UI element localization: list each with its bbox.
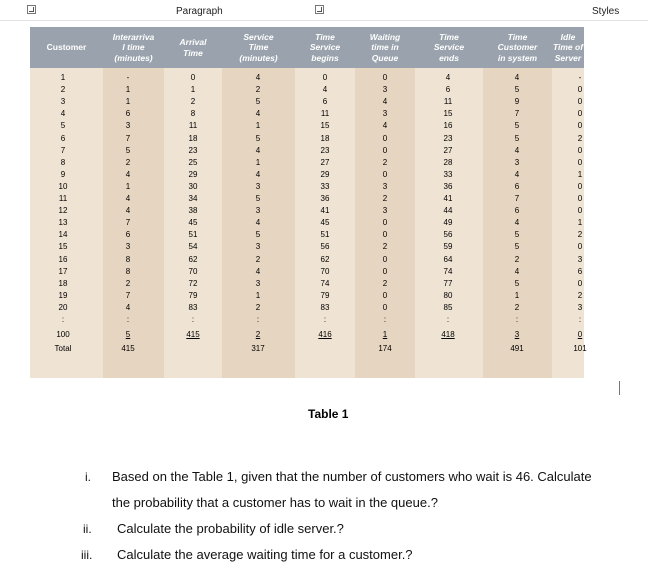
header-text-line: Customer <box>46 42 87 53</box>
table-cell: : <box>383 315 387 324</box>
table-cell: 79 <box>188 290 198 300</box>
table-cell: 11 <box>58 194 68 203</box>
table-cell: 4 <box>514 73 520 82</box>
table-cell: 3 <box>255 242 261 252</box>
table-cell: 36 <box>320 194 330 203</box>
table-cell: 4 <box>255 169 261 179</box>
table-cell: 4 <box>60 109 66 119</box>
table-cell: 6 <box>322 97 328 107</box>
header-text-line: Service <box>309 42 341 53</box>
question-text: Calculate the average waiting time for a customer.? <box>117 547 413 562</box>
table-cell: 0 <box>577 145 583 155</box>
total-cell: 415 <box>121 344 135 354</box>
table-cell: : <box>446 315 450 324</box>
table-cell: 16 <box>443 121 453 131</box>
table-cell: 4 <box>255 145 261 155</box>
table-cell: 0 <box>577 242 583 252</box>
table-cell: 49 <box>443 218 453 228</box>
table-cell: 3 <box>255 206 261 216</box>
table-cell: 2 <box>514 302 520 312</box>
table-cell: 13 <box>58 218 68 228</box>
table-cell: 2 <box>577 290 583 300</box>
table-cell: 17 <box>58 266 68 276</box>
header-text-line: Waiting <box>369 31 401 42</box>
table-cell: 8 <box>190 109 196 119</box>
table-cell: 5 <box>514 121 520 131</box>
table-cell: 5 <box>514 85 520 95</box>
table-cell: 4 <box>382 121 388 131</box>
table-cell: 2 <box>255 254 261 264</box>
header-text-line: Interarriva <box>112 31 155 42</box>
table-cell: 2 <box>382 242 388 252</box>
table-cell: 0 <box>577 85 583 95</box>
header-text-line: Idle <box>560 31 576 42</box>
table-cell: 0 <box>382 290 388 300</box>
table-cell: 0 <box>577 109 583 119</box>
table-cell: 9 <box>60 169 66 179</box>
table-cell: 0 <box>577 206 583 216</box>
table-cell: 2 <box>255 85 261 95</box>
table-cell: 79 <box>320 290 330 300</box>
header-text-line: Time <box>439 31 459 42</box>
header-text-line: Time of <box>552 42 584 53</box>
table-cell: 18 <box>188 133 198 143</box>
table-cell: 4 <box>125 302 131 312</box>
table-cell: 44 <box>443 206 453 216</box>
table-cell: 4 <box>514 218 520 228</box>
ribbon-strip <box>0 0 648 21</box>
table-cell: 418 <box>441 330 455 340</box>
table-cell: 10 <box>58 181 68 191</box>
table-cell: 83 <box>320 302 330 312</box>
table-cell: 20 <box>58 302 68 312</box>
table-cell: 2 <box>255 330 261 340</box>
table-cell: 70 <box>320 266 330 276</box>
table-cell: 3 <box>514 157 520 167</box>
table-cell: 27 <box>443 145 453 155</box>
table-cell: 2 <box>577 133 583 143</box>
table-header <box>30 27 584 68</box>
header-text-line: Service <box>433 42 465 53</box>
table-cell: 7 <box>514 194 520 203</box>
table-cell: 4 <box>255 73 261 82</box>
table-cell: 25 <box>188 157 198 167</box>
paragraph-dialog-launcher-icon[interactable] <box>315 5 324 14</box>
table-cell: 4 <box>125 206 131 216</box>
header-text-line: Service <box>243 31 274 42</box>
table-cell: 56 <box>443 230 453 240</box>
table-cell: 6 <box>125 230 131 240</box>
table-cell: 2 <box>125 157 131 167</box>
table-cell: 23 <box>188 145 198 155</box>
table-cell: 38 <box>188 206 198 216</box>
table-cell: 8 <box>125 266 131 276</box>
table-cell: 2 <box>577 230 583 240</box>
table-cell: 0 <box>382 266 388 276</box>
table-cell: 27 <box>320 157 330 167</box>
table-cell: : <box>126 315 130 324</box>
table-cell: - <box>578 73 582 82</box>
question-text: Calculate the probability of idle server.? <box>117 521 344 536</box>
table-cell: 0 <box>382 302 388 312</box>
table-cell: : <box>61 315 65 324</box>
header-arrival <box>164 27 222 68</box>
table-cell: 23 <box>320 145 330 155</box>
table-cell: 6 <box>514 181 520 191</box>
table-cell: 0 <box>577 157 583 167</box>
table-cell: 5 <box>255 230 261 240</box>
header-text-line: l time <box>122 42 145 53</box>
table-cell: 5 <box>255 133 261 143</box>
table-cell: 0 <box>382 169 388 179</box>
header-text-line: Time <box>183 47 203 58</box>
header-idle <box>552 27 584 68</box>
table-cell: 0 <box>577 121 583 131</box>
table-cell: 4 <box>255 266 261 276</box>
header-customer <box>30 27 103 68</box>
header-begins <box>295 27 355 68</box>
total-cell: 101 <box>573 344 587 354</box>
header-insystem <box>483 27 552 68</box>
header-text-line: Time <box>507 31 528 42</box>
table-cell: 14 <box>58 230 68 240</box>
table-cell: 2 <box>255 302 261 312</box>
header-ends <box>415 27 483 68</box>
table-cell: 0 <box>382 73 388 82</box>
table-cell: 3 <box>382 109 388 119</box>
header-text-line: begins <box>311 52 339 63</box>
table-cell: 0 <box>382 145 388 155</box>
table-cell: 0 <box>577 330 583 340</box>
table-cell: 5 <box>125 330 131 340</box>
header-waiting <box>355 27 415 68</box>
table-cell: 3 <box>577 254 583 264</box>
table-cell: 3 <box>125 121 131 131</box>
table-cell: 64 <box>443 254 453 264</box>
table-cell: 4 <box>322 85 328 95</box>
header-text-line: Server <box>554 52 582 63</box>
table-cell: 23 <box>443 133 453 143</box>
header-text-line: Arrival <box>179 37 207 47</box>
paragraph-group-label: Paragraph <box>176 6 223 17</box>
header-text-line: in system <box>497 52 538 63</box>
table-cell: 2 <box>382 157 388 167</box>
table-cell: 0 <box>577 97 583 107</box>
table-cell: 1 <box>255 121 261 131</box>
table-cell: 1 <box>125 181 131 191</box>
table-cell: 3 <box>382 206 388 216</box>
table-cell: 5 <box>255 194 261 203</box>
table-cell: 0 <box>382 230 388 240</box>
table-cell: 59 <box>443 242 453 252</box>
table-cell: 30 <box>188 181 198 191</box>
table-cell: 4 <box>514 266 520 276</box>
table-cell: 77 <box>443 278 453 288</box>
table-cell: 16 <box>58 254 68 264</box>
table-cell: 0 <box>190 73 196 82</box>
table-cell: 62 <box>188 254 198 264</box>
table-cell: 33 <box>320 181 330 191</box>
table-cell: 0 <box>577 181 583 191</box>
table-cell: 100 <box>56 330 70 340</box>
table-cell: 2 <box>382 278 388 288</box>
table-cell: : <box>191 315 195 324</box>
table-cell: 80 <box>443 290 453 300</box>
table-cell: 12 <box>58 206 68 216</box>
table-cell: 85 <box>443 302 453 312</box>
table-caption: Table 1 <box>308 407 349 421</box>
table-cell: 7 <box>125 218 131 228</box>
table-cell: 2 <box>125 278 131 288</box>
table-cell: 5 <box>514 242 520 252</box>
table-cell: 45 <box>320 218 330 228</box>
table-cell: : <box>515 315 519 324</box>
text-cursor <box>619 381 620 395</box>
table-cell: - <box>126 73 130 82</box>
question-number: i. <box>85 470 91 484</box>
table-cell: 2 <box>190 97 196 107</box>
styles-group-label: Styles <box>592 6 620 17</box>
table-cell: 416 <box>318 330 332 340</box>
header-text-line: Customer <box>497 42 538 53</box>
table-cell: 0 <box>322 73 328 82</box>
table-body <box>30 68 587 378</box>
table-cell: 6 <box>445 85 451 95</box>
table-cell: 51 <box>320 230 330 240</box>
table-cell: 1 <box>255 290 261 300</box>
font-dialog-launcher-icon[interactable] <box>27 5 36 14</box>
table-cell: 6 <box>125 109 131 119</box>
table-cell: 4 <box>382 97 388 107</box>
table-cell: 74 <box>320 278 330 288</box>
table-cell: 83 <box>188 302 198 312</box>
table-cell: 3 <box>382 85 388 95</box>
table-cell: 34 <box>188 194 198 203</box>
table-cell: 3 <box>60 97 66 107</box>
table-cell: 15 <box>320 121 330 131</box>
table-cell: 4 <box>445 73 451 82</box>
table-cell: 41 <box>443 194 453 203</box>
table-cell: 3 <box>255 278 261 288</box>
table-cell: 1 <box>255 157 261 167</box>
table-cell: 2 <box>60 85 66 95</box>
table-cell: 7 <box>125 133 131 143</box>
table-cell: 3 <box>382 181 388 191</box>
table-cell: 6 <box>514 206 520 216</box>
table-cell: 5 <box>514 230 520 240</box>
table-cell: 0 <box>382 133 388 143</box>
table-cell: 33 <box>443 169 453 179</box>
table-cell: 5 <box>60 121 66 131</box>
table-cell: 1 <box>125 97 131 107</box>
table-cell: 8 <box>60 157 66 167</box>
table-cell: 5 <box>125 145 131 155</box>
table-cell: : <box>256 315 260 324</box>
header-text-line: Time <box>248 42 269 53</box>
header-text-line: ends <box>439 52 459 63</box>
table-cell: 72 <box>188 278 198 288</box>
table-cell: 7 <box>514 109 520 119</box>
total-cell: 317 <box>251 344 265 354</box>
table-cell: 4 <box>255 109 261 119</box>
table-cell: 45 <box>188 218 198 228</box>
table-cell: 0 <box>382 254 388 264</box>
table-cell: 415 <box>186 330 200 340</box>
table-cell: 36 <box>443 181 453 191</box>
table-cell: 19 <box>58 290 68 300</box>
question-number: iii. <box>81 548 93 562</box>
header-text-line: time in <box>371 42 399 53</box>
question-text: Based on the Table 1, given that the number of customers who wait is 46. Calculate <box>112 469 592 484</box>
table-cell: 5 <box>514 278 520 288</box>
table-cell: 54 <box>188 242 198 252</box>
total-label: Total <box>54 344 72 354</box>
table-cell: 2 <box>382 194 388 203</box>
table-cell: 1 <box>577 218 583 228</box>
table-cell: 11 <box>188 121 198 131</box>
table-cell: 5 <box>514 133 520 143</box>
table-cell: 5 <box>255 97 261 107</box>
table-cell: 15 <box>443 109 453 119</box>
table-cell: 4 <box>514 169 520 179</box>
table-cell: 62 <box>320 254 330 264</box>
table-cell: 0 <box>577 278 583 288</box>
table-cell: 18 <box>320 133 330 143</box>
table-cell: 6 <box>577 266 583 276</box>
table-cell: 4 <box>255 218 261 228</box>
table-cell: 0 <box>577 194 583 203</box>
table-cell: 9 <box>514 97 520 107</box>
table-cell: 41 <box>320 206 330 216</box>
total-cell: 491 <box>510 344 524 354</box>
table-cell: 0 <box>382 218 388 228</box>
table-cell: 70 <box>188 266 198 276</box>
table-cell: 15 <box>58 242 68 252</box>
table-cell: 28 <box>443 157 453 167</box>
header-interarrival <box>103 27 164 68</box>
header-service <box>222 27 295 68</box>
table-cell: 1 <box>60 73 66 82</box>
table-cell: 4 <box>125 194 131 203</box>
table-cell: 29 <box>188 169 198 179</box>
table-cell: 4 <box>125 169 131 179</box>
table-cell: 18 <box>58 278 68 288</box>
table-cell: 74 <box>443 266 453 276</box>
header-text-line: (minutes) <box>239 52 278 63</box>
table-cell: 1 <box>577 169 583 179</box>
table-cell: 3 <box>255 181 261 191</box>
table-cell: 51 <box>188 230 198 240</box>
table-cell: 6 <box>60 133 66 143</box>
table-cell: 4 <box>514 145 520 155</box>
table-cell: : <box>578 315 582 324</box>
table-cell: 3 <box>125 242 131 252</box>
table-cell: 3 <box>514 330 520 340</box>
table-cell: 11 <box>443 97 453 107</box>
table-cell: 8 <box>125 254 131 264</box>
header-text-line: Time <box>315 31 335 42</box>
table-cell: 11 <box>320 109 330 119</box>
table-cell: 56 <box>320 242 330 252</box>
table-cell: 7 <box>60 145 66 155</box>
table-cell: 1 <box>514 290 520 300</box>
table-cell: 1 <box>382 330 388 340</box>
table-cell: 7 <box>125 290 131 300</box>
total-cell: 174 <box>378 344 392 354</box>
table-cell: 3 <box>577 302 583 312</box>
question-text: the probability that a customer has to wait in the queue.? <box>112 495 438 510</box>
table-cell: 29 <box>320 169 330 179</box>
question-number: ii. <box>83 522 92 536</box>
table-cell: 1 <box>125 85 131 95</box>
table-cell: 2 <box>514 254 520 264</box>
table-cell: 1 <box>190 85 196 95</box>
simulation-table <box>30 27 587 378</box>
table-cell: : <box>323 315 327 324</box>
header-text-line: (minutes) <box>114 52 153 63</box>
header-text-line: Queue <box>371 52 399 63</box>
